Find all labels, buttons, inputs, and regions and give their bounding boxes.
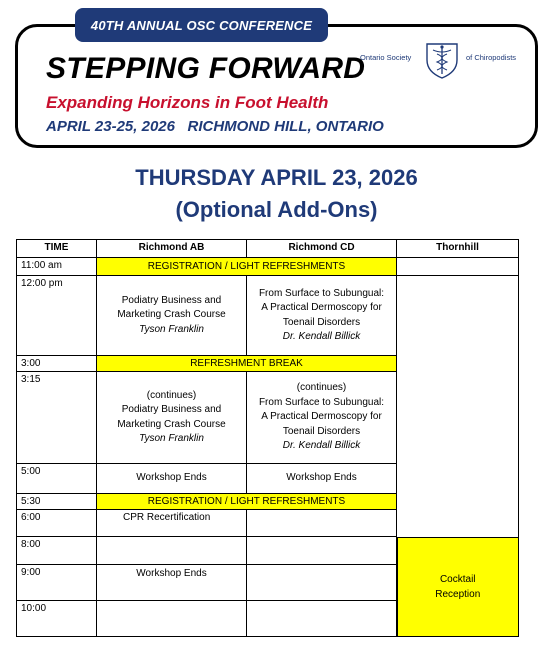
refreshment-break-band: REFRESHMENT BREAK <box>97 356 397 372</box>
session-ab-continues <box>97 372 247 464</box>
session-title-line: Marketing Crash Course <box>117 418 226 430</box>
cocktail-reception-block <box>397 537 520 637</box>
column-header-richmond-cd: Richmond CD <box>247 240 397 258</box>
speaker-name: Tyson Franklin <box>139 433 204 444</box>
time-cell: 11:00 am <box>17 258 97 276</box>
speaker-name: Dr. Kendall Billick <box>282 440 361 452</box>
column-header-thornhill: Thornhill <box>397 240 519 258</box>
time-cell: 3:15 <box>17 372 97 464</box>
column-header-richmond-ab: Richmond AB <box>97 240 247 258</box>
column-header-time: TIME <box>17 240 97 258</box>
session-cd-afternoon <box>247 276 397 356</box>
session-title-line: Toenail Disorders <box>282 425 361 437</box>
conference-subtitle: Expanding Horizons in Foot Health <box>46 93 329 112</box>
caduceus-logo-icon <box>421 38 463 80</box>
session-cd-continues <box>247 372 397 464</box>
conference-title: STEPPING FORWARD <box>46 52 366 85</box>
session-title-line: From Surface to Subungual: <box>258 396 385 408</box>
session-title-line: Marketing Crash Course <box>117 309 226 321</box>
empty-cell <box>247 510 397 537</box>
table-row <box>17 258 519 276</box>
session-title-line: Podiatry Business and <box>121 294 222 306</box>
table-header-row <box>17 240 519 258</box>
table-row <box>17 276 519 356</box>
speaker-name: Tyson Franklin <box>139 323 204 335</box>
time-cell: 8:00 <box>17 537 97 565</box>
time-cell: 5:00 <box>17 464 97 494</box>
day-title: THURSDAY APRIL 23, 2026 <box>135 165 418 190</box>
continues-label: (continues) <box>296 382 347 394</box>
cocktail-label-line: Cocktail <box>439 573 476 585</box>
cpr-recertification-cell: CPR Recertification <box>97 510 247 537</box>
time-cell: 5:30 <box>17 494 97 510</box>
session-title-line: Toenail Disorders <box>282 316 361 328</box>
conference-badge: 40TH ANNUAL OSC CONFERENCE <box>75 8 328 42</box>
empty-cell <box>247 565 397 601</box>
empty-cell <box>247 601 397 637</box>
workshop-ends-ab: Workshop Ends <box>97 464 247 494</box>
speaker-name: Dr. Kendall Billick <box>282 331 361 342</box>
workshop-ends-cd: Workshop Ends <box>247 464 397 494</box>
time-cell: 6:00 <box>17 510 97 537</box>
time-cell: 9:00 <box>17 565 97 601</box>
registration-band: REGISTRATION / LIGHT REFRESHMENTS <box>97 258 397 276</box>
session-title-line: A Practical Dermoscopy for <box>261 302 382 313</box>
org-name-right: of Chiropodists <box>466 53 517 62</box>
time-cell: 10:00 <box>17 601 97 637</box>
registration-band-evening: REGISTRATION / LIGHT REFRESHMENTS <box>97 494 397 510</box>
empty-cell <box>97 537 247 565</box>
continues-label: (continues) <box>146 389 197 401</box>
conference-dates: APRIL 23-25, 2026 <box>46 118 175 135</box>
session-title-line: A Practical Dermoscopy for <box>261 411 382 423</box>
empty-cell <box>97 601 247 637</box>
day-subtitle: (Optional Add-Ons) <box>175 197 378 222</box>
time-cell: 12:00 pm <box>17 276 97 356</box>
workshop-ends-evening: Workshop Ends <box>97 565 247 601</box>
cocktail-label-line: Reception <box>435 588 481 600</box>
org-name-left: Ontario Society <box>360 53 412 62</box>
conference-location: RICHMOND HILL, ONTARIO <box>187 118 384 135</box>
session-title-line: Podiatry Business and <box>121 404 222 415</box>
session-ab-afternoon <box>97 276 247 356</box>
time-cell: 3:00 <box>17 356 97 372</box>
session-title-line: From Surface to Subungual: <box>258 287 385 299</box>
empty-cell <box>397 258 519 276</box>
conference-dateline <box>46 118 384 135</box>
empty-cell <box>247 537 397 565</box>
